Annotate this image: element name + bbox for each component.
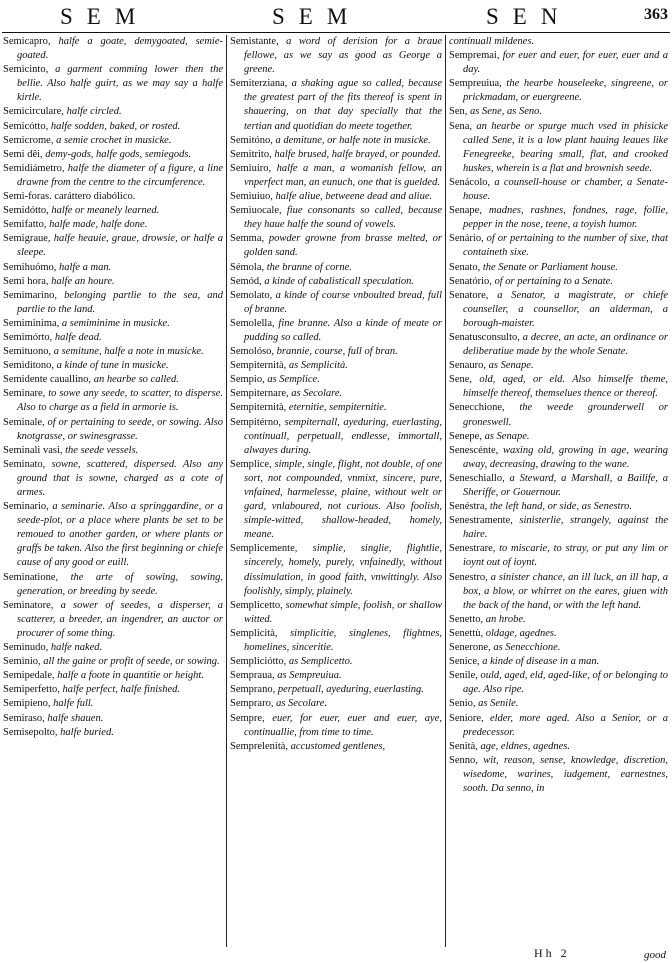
entry-definition: somewhat simple, foolish, or shallow witted.	[244, 599, 442, 625]
entry-headword: Semicirculare,	[3, 106, 67, 118]
entry-headword: Senéstra,	[449, 501, 490, 513]
entry-headword: Semisepolto,	[3, 726, 61, 738]
entry-definition: the arte of sowing, sowing, generation, or breeding by seede.	[17, 571, 223, 597]
dictionary-entry	[230, 401, 442, 415]
entry-headword: Sempreuiua,	[449, 78, 507, 90]
entry-headword: Seminare,	[3, 388, 49, 400]
entry-headword: Seniore,	[449, 712, 490, 724]
entry-definition: old, aged, or eld. Also himselfe theme, himselfe thereof, themselues thence or thereof.	[463, 374, 668, 400]
entry-headword: Semiuocale,	[230, 205, 287, 217]
dictionary-entry	[230, 655, 442, 669]
dictionary-entry	[3, 387, 223, 415]
entry-headword: Semplicemente,	[230, 543, 313, 555]
entry-definition: halfe naked.	[50, 642, 103, 654]
entry-headword: Senácolo,	[449, 176, 495, 188]
entry-headword: Semihuómo,	[3, 261, 60, 273]
entry-headword: Semitóno,	[230, 134, 276, 146]
entry-definition: eternitie, sempiternitie.	[288, 402, 387, 414]
entry-headword: Semiuiro,	[230, 162, 277, 174]
dictionary-entry	[230, 35, 442, 77]
entry-headword: Senato,	[449, 261, 483, 273]
entry-definition: madnes, rashnes, fondnes, rage, follie, pepper in the nose, teene, a toyish humor.	[463, 205, 668, 231]
entry-definition: a seminarie. Also a springgardine, or a seede-plot, or a place where plants be set to be remoued to another garden, or where plants or graffs be taken. Also the first beginning or chiefe cause of any good or euill.	[17, 501, 223, 569]
entry-definition: a kinde of cabalisticall speculation.	[264, 275, 415, 287]
dictionary-entry	[3, 500, 223, 570]
entry-headword: Seminario,	[3, 501, 53, 513]
entry-headword: Sempio,	[230, 374, 268, 386]
dictionary-entry	[449, 500, 668, 514]
dictionary-entry	[3, 275, 223, 289]
dictionary-entry	[3, 232, 223, 260]
dictionary-entry	[449, 754, 668, 796]
dictionary-entry	[230, 345, 442, 359]
entry-definition: of or pertaining to seede, or sowing. Also knotgrasse, or swinesgrasse.	[17, 416, 223, 442]
dictionary-entry	[449, 697, 668, 711]
entry-headword: Sémola,	[230, 261, 267, 273]
entry-headword: Semimórto,	[3, 331, 55, 343]
entry-headword: Sempraro,	[230, 698, 277, 710]
column-divider	[445, 35, 446, 947]
entry-definition: perpetuall, ayeduring, euerlasting.	[277, 684, 424, 696]
entry-headword: Semicrome,	[3, 134, 57, 146]
entry-definition: halfe circled.	[66, 106, 122, 118]
dictionary-entry	[449, 401, 668, 429]
entry-definition: a semiminime in musicke.	[61, 317, 170, 329]
entry-headword: Seminato,	[3, 458, 52, 470]
dictionary-entry	[449, 641, 668, 655]
entry-definition: simple, single, flight, not double, of one sort, not compounded, vnmixt, sincere, pure, vnfained, harmelesse, plaine, without welt or gard, vnlaboured, not curious. Also foolish, simple-witted, shallow-headed, homely, meane.	[244, 458, 442, 541]
dictionary-entry	[230, 387, 442, 401]
dictionary-entry	[449, 571, 668, 613]
entry-headword: Semprelenità,	[230, 740, 291, 752]
column-3	[449, 35, 668, 947]
entry-headword: Senio,	[449, 698, 479, 710]
entry-definition: halfe buried.	[60, 726, 114, 738]
dictionary-entry	[449, 232, 668, 260]
column-2	[230, 35, 442, 947]
entry-headword: Semiterziana,	[230, 78, 292, 90]
dictionary-entry	[230, 683, 442, 697]
dictionary-entry	[3, 317, 223, 331]
entry-headword: Senettù,	[449, 627, 486, 639]
entry-headword: Semiditono,	[3, 360, 57, 372]
entry-definition: a garment comming lower then the bellie. Also halfe guirt, as we may say a halfe kirtle.	[17, 64, 223, 104]
dictionary-entry	[449, 261, 668, 275]
entry-headword: Sen,	[449, 106, 470, 118]
entry-headword: Semprano,	[230, 684, 278, 696]
entry-headword: Senatore,	[449, 289, 498, 301]
entry-definition: the branne of corne.	[266, 261, 352, 273]
dictionary-entry	[449, 331, 668, 359]
entry-definition: demy-gods, halfe gods, semiegods.	[45, 148, 192, 160]
column-divider	[226, 35, 227, 947]
dictionary-entry	[3, 204, 223, 218]
entry-definition: halfe a man, a womanish fellow, an vnperfect man, an eunuch, one that is guelded.	[244, 162, 442, 188]
entry-headword: Semifatto,	[3, 219, 50, 231]
entry-definition: as Senape.	[488, 360, 534, 372]
entry-definition: a kinde of disease in a man.	[482, 656, 600, 668]
dictionary-entry	[3, 458, 223, 500]
entry-definition: a sinister chance, an ill luck, an ill hap, a box, a blow, or whirret on the eares, giuen with the back of the hand, or with the left hand.	[463, 571, 668, 611]
entry-definition: elder, more aged. Also a Senior, or a predecessor.	[463, 712, 668, 738]
entry-definition: sowne, scattered, dispersed. Also any ground that is sowne, charged as a cote of armes.	[17, 458, 223, 498]
entry-headword: Senestrare,	[449, 543, 500, 555]
entry-definition: as Semplicità.	[288, 360, 348, 372]
entry-headword: Semiperfetto,	[3, 684, 63, 696]
column-1	[3, 35, 223, 947]
entry-headword: Semidente cauallino,	[3, 374, 94, 386]
entry-definition: all the gaine or profit of seede, or sowing.	[43, 656, 220, 668]
entry-definition: for euer and euer, for euer, euer and a day.	[463, 50, 668, 76]
entry-headword: Semplicetto,	[230, 599, 286, 611]
entry-headword: Seminatione,	[3, 571, 71, 583]
entry-definition: a sower of seedes, a disperser, a scatterer, a breeder, an ingendrer, an auctor or procurer of some thing.	[17, 599, 223, 639]
dictionary-entry	[3, 105, 223, 119]
entry-definition: wit, reason, sense, knowledge, discretion, wisedome, warines, iudgement, earnestnes, sooth. Da senno, in	[463, 754, 668, 794]
entry-definition: the left hand, or side, as Senestro.	[489, 501, 633, 513]
entry-definition: halfe full.	[53, 698, 94, 710]
dictionary-entry	[3, 218, 223, 232]
dictionary-entry	[449, 289, 668, 331]
dictionary-entry	[3, 359, 223, 373]
entry-headword: Semicapro,	[3, 36, 59, 47]
entry-headword: Sempiternità,	[230, 402, 289, 414]
dictionary-entry	[3, 148, 223, 162]
dictionary-entry	[449, 275, 668, 289]
entry-definition: halfe a man.	[59, 261, 112, 273]
dictionary-entry	[3, 63, 223, 105]
entry-definition: a semitune, halfe a note in musicke.	[53, 346, 204, 358]
dictionary-entry	[230, 542, 442, 598]
entry-definition: fiue consonants so called, because they haue halfe the sound of vowels.	[244, 205, 442, 231]
entry-headword: Senno,	[449, 754, 484, 766]
dictionary-entry	[230, 162, 442, 190]
entry-definition: a Steward, a Marshall, a Bailife, a Sheriffe, or Gouernour.	[463, 472, 668, 498]
entry-headword: Senatório,	[449, 275, 495, 287]
entry-definition: of or pertaining to a Senate.	[494, 275, 613, 287]
entry-definition: an hearbe or spurge much vsed in phisicke called Sene, it is a low plant hauing leaues like Fenegreeke, bearing small, flat, and crooked huskes, wherein is a flat and brownish seede.	[463, 120, 668, 174]
dictionary-entry	[230, 416, 442, 458]
entry-headword: Semipieno,	[3, 698, 54, 710]
dictionary-entry	[449, 472, 668, 500]
entry-headword: Semi-foras. caráttero diabólico.	[3, 191, 136, 203]
dictionary-entry	[230, 261, 442, 275]
dictionary-entry	[3, 120, 223, 134]
entry-headword: Semolato,	[230, 289, 276, 301]
dictionary-entry	[230, 359, 442, 373]
entry-definition: the seede vessels.	[65, 444, 139, 456]
entry-headword: Senestramente,	[449, 515, 520, 527]
dictionary-entry	[449, 105, 668, 119]
dictionary-entry	[449, 430, 668, 444]
entry-headword: Semimarino,	[3, 289, 65, 301]
entry-definition: belonging partlie to the sea, and partlie to the land.	[17, 289, 223, 315]
dictionary-entry	[230, 627, 442, 655]
entry-headword: Semidótto,	[3, 205, 52, 217]
entry-definition: as Sene, as Seno.	[470, 106, 543, 118]
entry-definition: halfe aliue, betweene dead and aliue.	[275, 191, 433, 203]
dictionary-entry	[449, 514, 668, 542]
entry-definition: a counsell-house or chamber, a Senate-house.	[463, 176, 668, 203]
entry-headword: Semitrito,	[230, 148, 275, 160]
dictionary-entry	[449, 35, 668, 49]
running-head-center: SEM	[272, 4, 362, 29]
dictionary-entry	[230, 317, 442, 345]
entry-definition: as Semplice.	[267, 374, 320, 386]
entry-headword: Semipedale,	[3, 670, 58, 682]
entry-definition: sinisterlie, strangely, against the haire.	[463, 515, 668, 541]
entry-headword: Sempraua,	[230, 670, 278, 682]
entry-definition: a kinde of tune in musicke.	[56, 360, 169, 372]
entry-definition: fine branne. Also a kinde of meate or pudding so called.	[244, 317, 442, 343]
dictionary-entry	[230, 289, 442, 317]
dictionary-entry	[3, 669, 223, 683]
entry-headword: Semidiámetro,	[3, 162, 68, 174]
dictionary-entry	[230, 599, 442, 627]
entry-definition: powder growne from brasse melted, or golden sand.	[244, 233, 442, 259]
dictionary-entry	[3, 373, 223, 387]
entry-definition: as Senecchione.	[493, 642, 561, 654]
entry-headword: Senile,	[449, 670, 481, 682]
entry-definition: halfe made, halfe done.	[49, 219, 148, 231]
dictionary-entry	[3, 683, 223, 697]
entry-definition: age, eldnes, agednes.	[480, 740, 571, 752]
entry-headword: Semituono,	[3, 346, 54, 358]
entry-definition: oldage, agednes.	[485, 627, 557, 639]
entry-headword: Senerone,	[449, 642, 494, 654]
entry-definition: halfe or meanely learned.	[51, 205, 160, 217]
entry-definition: a shaking ague so called, because the greatest part of the fits thereof is spent in shauering, on that day specially that the tertian and quotidian do meete together.	[244, 78, 442, 132]
dictionary-entry	[449, 627, 668, 641]
entry-definition: of or pertaining to the number of sixe, that containeth sixe.	[463, 233, 668, 259]
entry-headword: Senário,	[449, 233, 487, 245]
entry-definition: halfe the diameter of a figure, a line drawne from the centre to the circumference.	[17, 162, 223, 188]
entry-headword: Semigraue,	[3, 233, 54, 245]
entry-definition: as Senape.	[484, 430, 530, 442]
dictionary-entry	[449, 712, 668, 740]
entry-headword: Sempremai,	[449, 50, 503, 62]
dictionary-entry	[230, 148, 442, 162]
dictionary-entry	[449, 444, 668, 472]
entry-headword: Seminio,	[3, 656, 44, 668]
entry-headword: Semplicióttо,	[230, 656, 289, 668]
entry-headword: Semolella,	[230, 317, 279, 329]
entry-headword: Semolóso,	[230, 346, 277, 358]
entry-headword: Seminali vasi,	[3, 444, 66, 456]
entry-headword: Sene,	[449, 374, 480, 386]
entry-headword: Semi hora,	[3, 275, 52, 287]
entry-definition: a kinde of course vnboulted bread, full of branne.	[244, 289, 442, 315]
entry-definition: ould, aged, eld, aged-like, of or belonging to age. Also ripe.	[463, 670, 668, 696]
entry-definition: sempiternall, ayeduring, euerlasting, continuall, perpetuall, endlesse, immortall, alwayes during.	[244, 416, 442, 456]
entry-headword: Sempre,	[230, 712, 273, 724]
entry-definition: halfe a goate, demygoated, semie-goated.	[17, 36, 223, 62]
entry-headword: Semplicità,	[230, 627, 291, 639]
dictionary-entry	[3, 134, 223, 148]
entry-definition: waxing old, growing in age, wearing away, decreasing, drawing to the wane.	[463, 444, 668, 470]
dictionary-entry	[3, 655, 223, 669]
entry-headword: Seminatore,	[3, 599, 61, 611]
entry-headword: Senetto,	[449, 613, 486, 625]
page-number: 363	[644, 6, 668, 23]
dictionary-entry	[230, 373, 442, 387]
entry-headword: Senice,	[449, 656, 483, 668]
entry-definition: simplie, singlie, flightlie, sincerely, homely, purely, vnfainedly, without dissimulation, in good faith, vnwittingly. Also foolishly, simply, plainely.	[244, 543, 442, 597]
entry-headword: Senecchione,	[449, 402, 520, 414]
entry-definition: halfe brused, halfe brayed, or pounded.	[274, 148, 441, 160]
entry-definition: as Secolare.	[291, 388, 343, 400]
entry-definition: halfe shauen.	[47, 712, 104, 724]
entry-headword: Sempiternità,	[230, 360, 289, 372]
dictionary-entry	[449, 359, 668, 373]
entry-headword: Senepe,	[449, 430, 485, 442]
entry-headword: Semplice,	[230, 458, 275, 470]
running-head-left: SEM	[60, 4, 150, 29]
dictionary-entry	[230, 134, 442, 148]
entry-definition: an hearbe so called.	[93, 374, 179, 386]
entry-definition: as Semplicetto.	[288, 656, 353, 668]
entry-headword: Senescénte,	[449, 444, 503, 456]
entry-headword: Semirasо,	[3, 712, 48, 724]
dictionary-entry	[3, 289, 223, 317]
entry-definition: to miscarie, to stray, or put any lim or ioynt out of ioynt.	[463, 543, 668, 569]
entry-definition: simplicitie, singlenes, flightnes, homelines, sinceritie.	[244, 627, 442, 654]
entry-definition: to sowe any seede, to scatter, to disperse. Also to charge as a field in armorie is.	[17, 388, 223, 414]
entry-definition: a word of derision for a braue fellowe, as we say as good as George a greene.	[244, 36, 442, 76]
entry-definition: the hearbe houseleeke, singreene, or prickmadam, or euergreene.	[463, 78, 668, 104]
dictionary-entry	[3, 599, 223, 641]
dictionary-entry	[3, 35, 223, 63]
dictionary-entry	[449, 740, 668, 754]
dictionary-entry	[230, 204, 442, 232]
dictionary-entry	[449, 204, 668, 232]
catchword: good	[644, 949, 666, 961]
entry-headword: Senità,	[449, 740, 481, 752]
dictionary-entry	[3, 726, 223, 740]
dictionary-entry	[3, 345, 223, 359]
dictionary-entry	[230, 77, 442, 133]
dictionary-entry	[230, 275, 442, 289]
signature-mark: Hh 2	[534, 946, 570, 960]
entry-headword: Sena,	[449, 120, 477, 132]
dictionary-entry	[3, 162, 223, 190]
header-rule	[2, 32, 670, 33]
dictionary-entry	[230, 190, 442, 204]
entry-headword: Semma,	[230, 233, 269, 245]
dictionary-entry	[449, 542, 668, 570]
dictionary-entry	[230, 232, 442, 260]
entry-definition: halfe sodden, baked, or rosted.	[50, 120, 181, 132]
entry-definition: the weede grounderwell or groneswell.	[463, 402, 668, 428]
entry-definition: as Sempreuiua.	[277, 670, 342, 682]
entry-headword: Semiuiuo,	[230, 191, 276, 203]
dictionary-entry	[449, 176, 668, 204]
entry-headword: Seminudo,	[3, 642, 51, 654]
dictionary-entry	[230, 669, 442, 683]
dictionary-entry	[3, 261, 223, 275]
dictionary-entry	[3, 416, 223, 444]
entry-headword: Seneschiallo,	[449, 472, 510, 484]
dictionary-entry	[230, 697, 442, 711]
entry-definition: the Senate or Parliament house.	[482, 261, 618, 273]
entry-definition: halfe an houre.	[51, 275, 115, 287]
entry-headword: Semistante,	[230, 36, 287, 47]
entry-definition: halfe a foote in quantitie or height.	[57, 670, 204, 682]
entry-definition: a demitune, or halfe note in musicke.	[275, 134, 431, 146]
dictionary-entry	[3, 641, 223, 655]
dictionary-entry	[3, 190, 223, 204]
dictionary-entry	[230, 712, 442, 740]
entry-headword: Semiminima,	[3, 317, 62, 329]
dictionary-entry	[449, 77, 668, 105]
entry-headword: Semód,	[230, 275, 265, 287]
entry-definition: halfe perfect, halfe finished.	[62, 684, 180, 696]
entry-headword: Semicinto,	[3, 64, 56, 76]
running-head-right: SEN	[486, 4, 572, 29]
dictionary-entry	[449, 613, 668, 627]
entry-headword: Sempiternare,	[230, 388, 292, 400]
entry-headword: Senestro,	[449, 571, 491, 583]
entry-headword: Seminale,	[3, 416, 48, 428]
entry-definition: halfe dead.	[54, 331, 102, 343]
entry-definition: accustomed gentlenes,	[290, 740, 386, 752]
entry-headword: Semicótto,	[3, 120, 51, 132]
entry-definition: an hrobe.	[485, 613, 526, 625]
dictionary-entry	[230, 458, 442, 543]
entry-headword: Senape,	[449, 205, 489, 217]
entry-definition: a decree, an acte, an ordinance or deliberatiue made by the whole Senate.	[463, 331, 668, 358]
entry-definition: as Secolare.	[276, 698, 328, 710]
entry-definition: halfe heauie, graue, drowsie, or halfe a sleepe.	[17, 233, 223, 259]
entry-headword: Senatusconsulto,	[449, 331, 523, 343]
entry-definition: euer, for euer, euer and euer, aye, continuallie, from time to time.	[244, 712, 442, 738]
dictionary-entry	[3, 571, 223, 599]
dictionary-entry	[449, 669, 668, 697]
dictionary-entry	[449, 120, 668, 176]
entry-definition: as Senile.	[478, 698, 519, 710]
dictionary-entry	[230, 740, 442, 754]
entry-headword: Senauro,	[449, 360, 489, 372]
dictionary-entry	[3, 444, 223, 458]
entry-definition: a semie crochet in musicke.	[56, 134, 172, 146]
entry-definition: continuall mildenes.	[449, 36, 535, 47]
entry-headword: Semi dêi,	[3, 148, 46, 160]
dictionary-entry	[449, 49, 668, 77]
entry-definition: brannie, course, full of bran.	[276, 346, 398, 358]
dictionary-entry	[3, 697, 223, 711]
dictionary-entry	[449, 655, 668, 669]
dictionary-entry	[3, 712, 223, 726]
entry-headword: Sempitérno,	[230, 416, 285, 428]
entry-definition: a Senator, a magistrate, or chiefe counseller, a counsellor, an alderman, a borough-maister.	[463, 289, 668, 329]
dictionary-entry	[449, 373, 668, 401]
dictionary-entry	[3, 331, 223, 345]
